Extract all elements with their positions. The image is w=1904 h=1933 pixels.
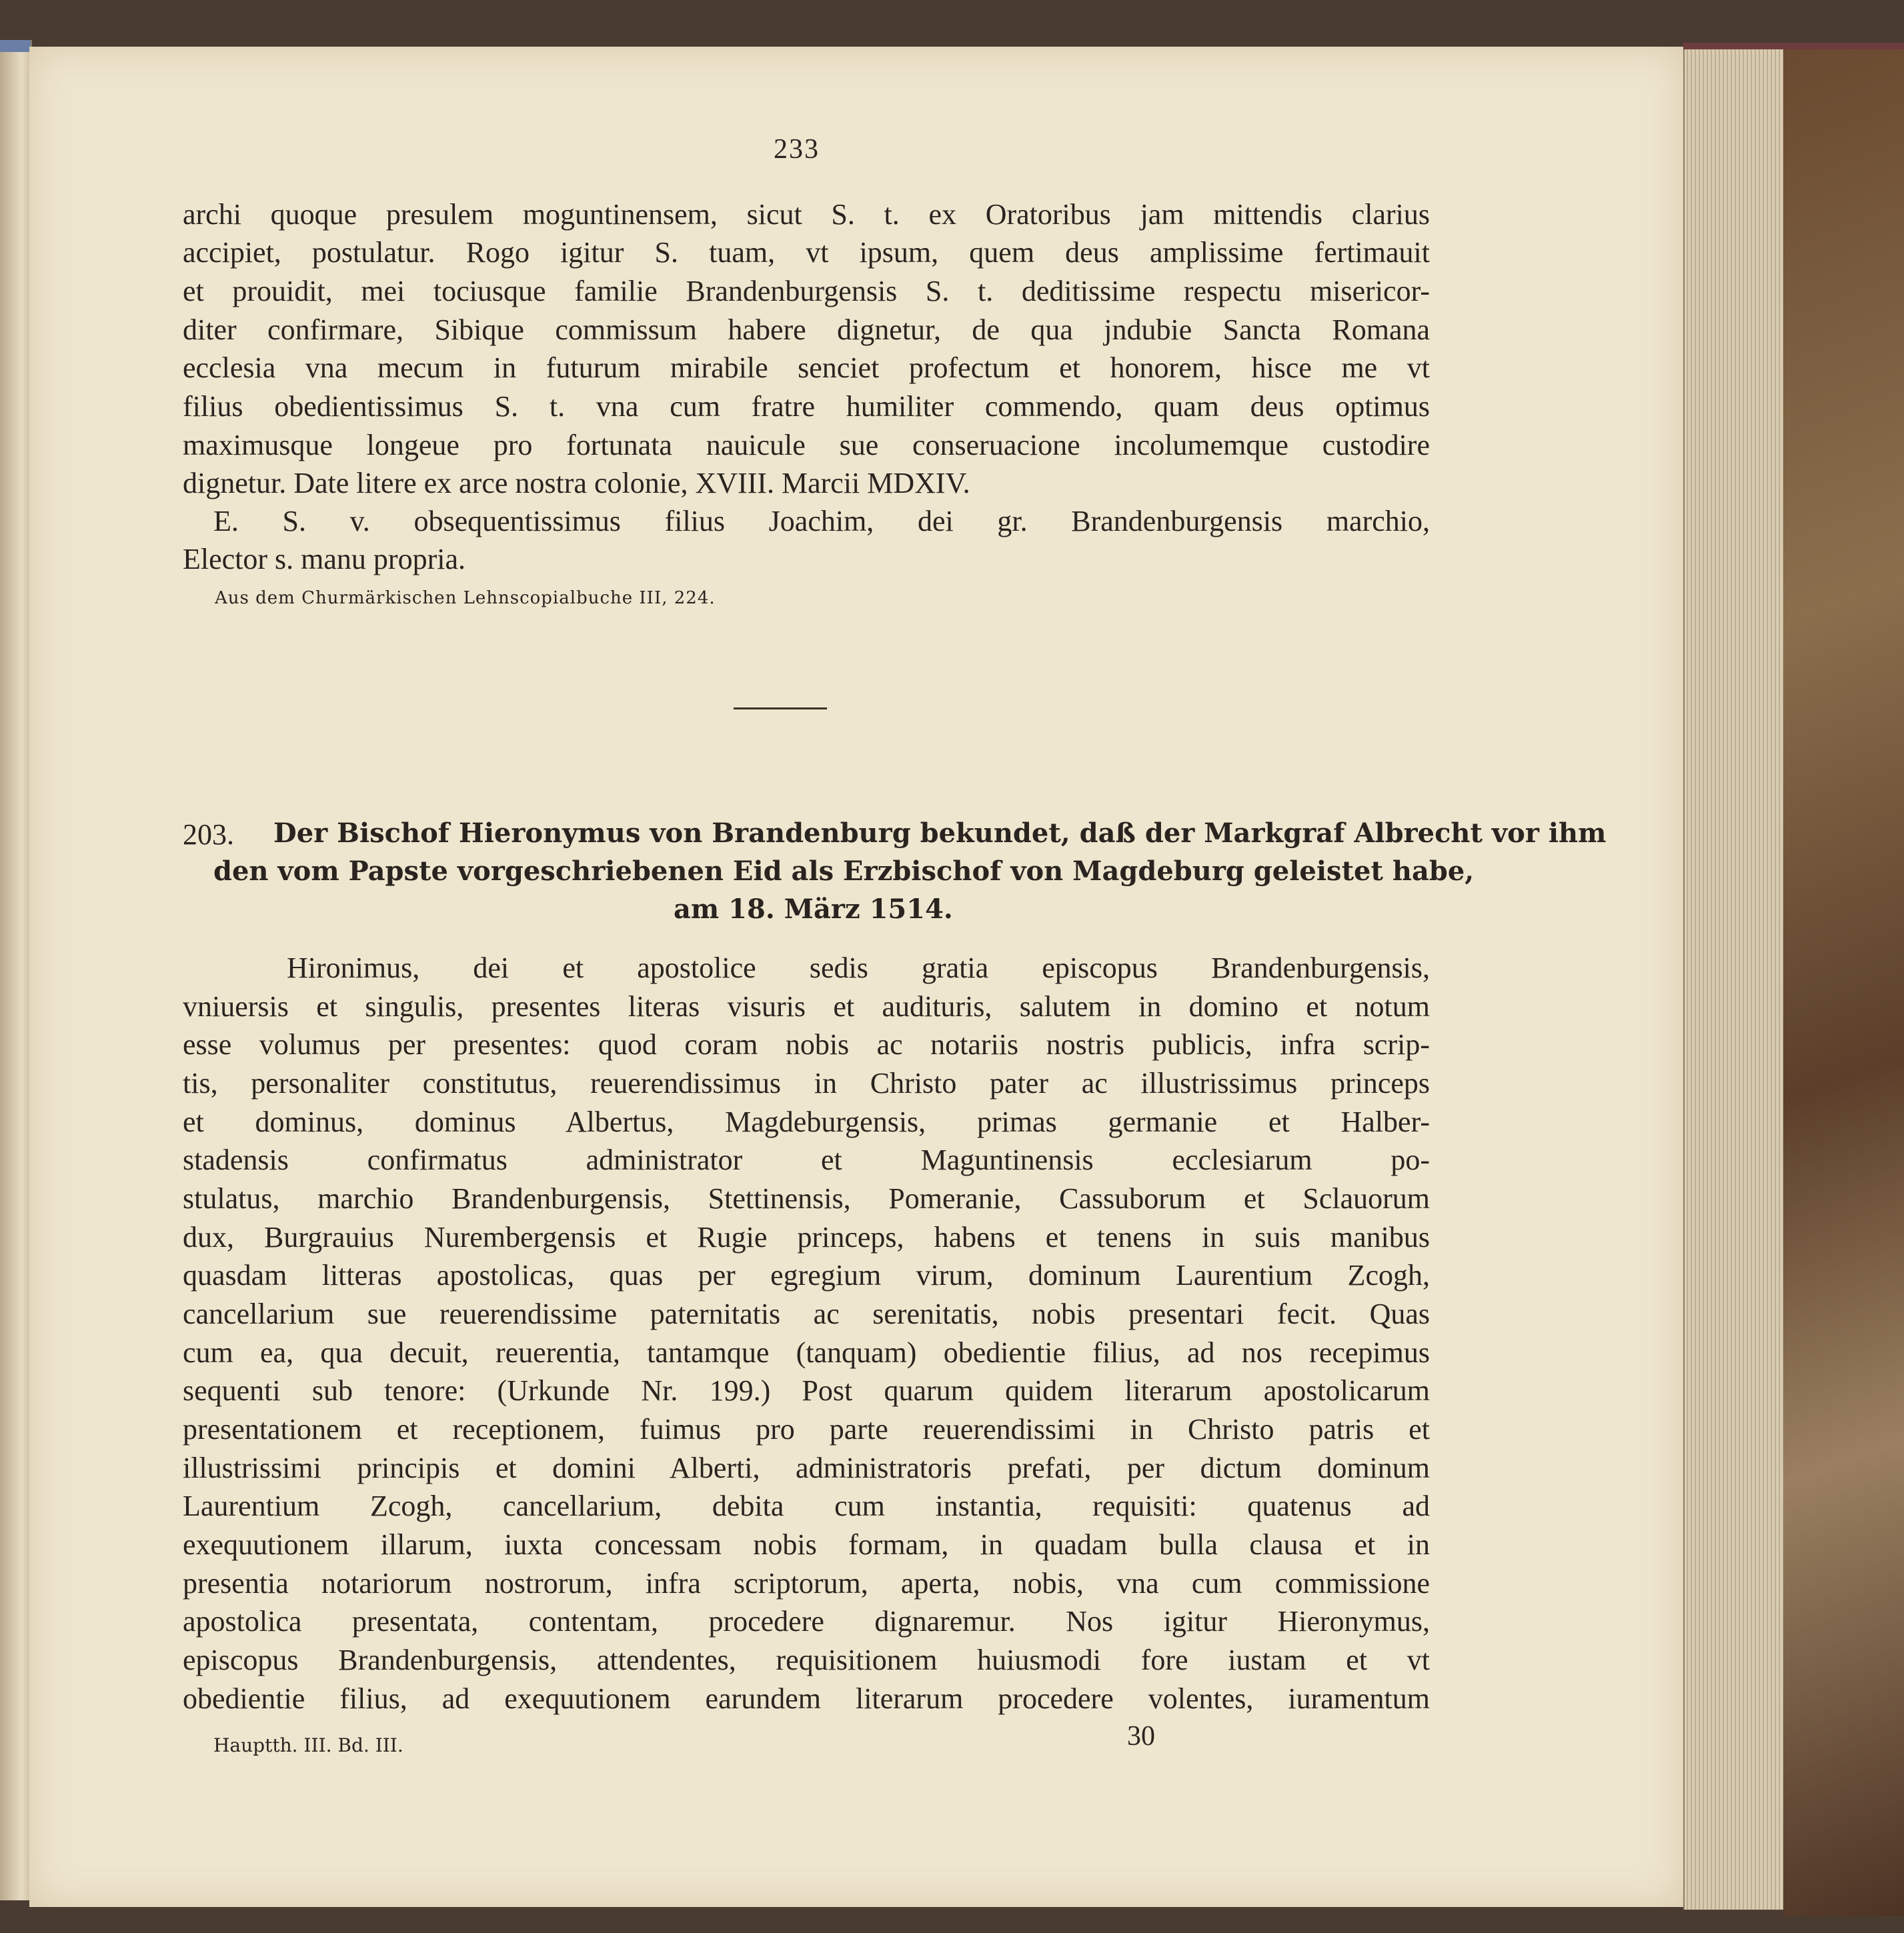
body-line: stadensis confirmatus administrator et Maguntinensis ecclesiarum po-: [183, 1144, 1430, 1176]
letter-line: et prouidit, mei tociusque familie Brandenburgensis S. t. deditissime respectu misericor-: [183, 275, 1430, 307]
body-line: presentationem et receptionem, fuimus pro parte reuerendissimi in Christo patris et: [183, 1413, 1430, 1446]
letter-line: archi quoque presulem moguntinensem, sicut S. t. ex Oratoribus jam mittendis clarius: [183, 198, 1430, 231]
document-date: am 18. März 1514.: [674, 893, 953, 925]
page-stack: [1683, 49, 1785, 1910]
body-line: vniuersis et singulis, presentes literas visuris et audituris, salutem in domino et notum: [183, 990, 1430, 1023]
book-cover: [1783, 49, 1904, 1916]
body-line: presentia notariorum nostrorum, infra scriptorum, aperta, nobis, vna cum commissione: [183, 1567, 1430, 1600]
document-heading-line: Der Bischof Hieronymus von Brandenburg bekundet, daß der Markgraf Albrecht vor ihm: [273, 817, 1607, 849]
letter-line: diter confirmare, Sibique commissum habere dignetur, de qua jndubie Sancta Romana: [183, 313, 1430, 346]
letter-line: ecclesia vna mecum in futurum mirabile senciet profectum et honorem, hisce me vt: [183, 351, 1430, 384]
body-line: esse volumus per presentes: quod coram nobis ac notariis nostris publicis, infra scrip-: [183, 1028, 1430, 1061]
letter-line: accipiet, postulatur. Rogo igitur S. tuam, vt ipsum, quem deus amplissime fertimauit: [183, 236, 1430, 269]
signature-line: Elector s. manu propria.: [183, 543, 465, 575]
signature-line: E. S. v. obsequentissimus filius Joachim, dei gr. Brandenburgensis marchio,: [213, 505, 1430, 537]
body-line: obedientie filius, ad exequutionem earundem literarum procedere volentes, iuramentum: [183, 1682, 1430, 1715]
body-line: episcopus Brandenburgensis, attendentes, requisitionem huiusmodi fore iustam et vt: [183, 1644, 1430, 1676]
document-number: 203.: [183, 818, 234, 851]
section-divider: [734, 707, 827, 709]
body-line: Laurentium Zcogh, cancellarium, debita cum instantia, requisiti: quatenus ad: [183, 1490, 1430, 1522]
body-line: dux, Burgrauius Nurembergensis et Rugie princeps, habens et tenens in suis manibus: [183, 1221, 1430, 1254]
body-line: apostolica presentata, contentam, procedere dignaremur. Nos igitur Hieronymus,: [183, 1605, 1430, 1638]
body-line: tis, personaliter constitutus, reuerendissimus in Christo pater ac illustrissimus princeps: [183, 1067, 1430, 1100]
letter-line: dignetur. Date litere ex arce nostra colonie, XVIII. Marcii MDXIV.: [183, 467, 970, 499]
body-line: quasdam litteras apostolicas, quas per egregium virum, dominum Laurentium Zcogh,: [183, 1259, 1430, 1292]
previous-page-tab: [0, 40, 31, 52]
body-line: illustrissimi principis et domini Alberti, administratoris prefati, per dictum dominum: [183, 1452, 1430, 1484]
body-line: stulatus, marchio Brandenburgensis, Stettinensis, Pomeranie, Cassuborum et Sclauorum: [183, 1182, 1430, 1215]
body-line: et dominus, dominus Albertus, Magdeburgensis, primas germanie et Halber-: [183, 1106, 1430, 1138]
page-number: 233: [774, 134, 820, 165]
body-line: cum ea, qua decuit, reuerentia, tantamque (tanquam) obedientie filius, ad nos recepimus: [183, 1336, 1430, 1369]
body-line: sequenti sub tenore: (Urkunde Nr. 199.) Post quarum quidem literarum apostolicarum: [183, 1374, 1430, 1407]
letter-line: filius obedientissimus S. t. vna cum fratre humiliter commendo, quam deus optimus: [183, 390, 1430, 423]
document-heading-line: den vom Papste vorgeschriebenen Eid als Erzbischof von Magdeburg geleistet habe,: [213, 855, 1475, 887]
previous-page-edge: [0, 40, 32, 1900]
signature-mark: Hauptth. III. Bd. III.: [213, 1734, 403, 1756]
sheet-number: 30: [1127, 1721, 1155, 1752]
body-line: exequutionem illarum, iuxta concessam nobis formam, in quadam bulla clausa et in: [183, 1528, 1430, 1561]
body-line: cancellarium sue reuerendissime paternitatis ac serenitatis, nobis presentari fecit. Quas: [183, 1298, 1430, 1330]
source-note: Aus dem Churmärkischen Lehnscopialbuche III, 224.: [215, 588, 716, 608]
body-line: Hironimus, dei et apostolice sedis gratia episcopus Brandenburgensis,: [287, 951, 1430, 984]
letter-line: maximusque longeue pro fortunata nauicule sue conseruacione incolumemque custodire: [183, 429, 1430, 461]
